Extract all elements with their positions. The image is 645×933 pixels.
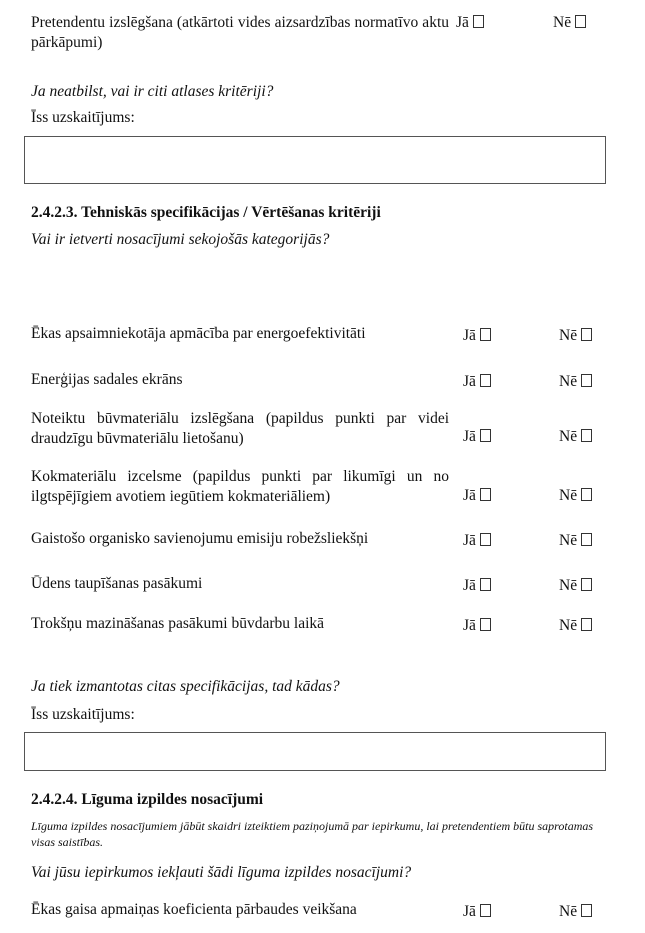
checkbox-icon[interactable]	[480, 429, 491, 442]
section-heading-contract-conditions: 2.4.2.4. Līguma izpildes nosacījumi	[31, 791, 264, 808]
no-label: Nē	[559, 617, 578, 634]
specs-summary-label: Īss uzskaitījums:	[31, 706, 135, 723]
yes-label: Jā	[463, 532, 476, 549]
categories-question: Vai ir ietverti nosacījumi sekojošās kategorijās?	[31, 231, 330, 248]
no-label: Nē	[559, 428, 578, 445]
criterion-yes-option[interactable]	[463, 326, 491, 346]
criterion-yes-option[interactable]	[463, 531, 491, 551]
no-label: Nē	[559, 373, 578, 390]
yes-label: Jā	[463, 577, 476, 594]
checkbox-icon[interactable]	[581, 618, 592, 631]
criterion-no-option[interactable]	[559, 372, 592, 392]
checkbox-icon[interactable]	[581, 374, 592, 387]
criterion-label: Kokmateriālu izcelsme (papildus punkti par likumīgi un no ilgtspējīgiem avotiem iegūtiem kokmateriāliem)	[31, 468, 449, 506]
criterion-no-option[interactable]	[559, 616, 592, 636]
criterion-label: Ēkas apsaimniekotāja apmācība par energoefektivitāti	[31, 325, 366, 342]
checkbox-icon[interactable]	[581, 429, 592, 442]
criterion-no-option[interactable]	[559, 576, 592, 596]
no-label: Nē	[559, 327, 578, 344]
criterion-no-option[interactable]	[559, 427, 592, 447]
checkbox-icon[interactable]	[581, 904, 592, 917]
checkbox-icon[interactable]	[575, 15, 586, 28]
criterion-no-option[interactable]	[559, 326, 592, 346]
checkbox-icon[interactable]	[480, 533, 491, 546]
no-label: Nē	[559, 903, 578, 920]
checkbox-icon[interactable]	[480, 578, 491, 591]
checkbox-icon[interactable]	[480, 374, 491, 387]
exclusion-yes-option[interactable]	[456, 13, 484, 33]
criterion-yes-option[interactable]	[463, 576, 491, 596]
selection-summary-label: Īss uzskaitījums:	[31, 109, 135, 126]
checkbox-icon[interactable]	[581, 328, 592, 341]
criterion-yes-option[interactable]	[463, 486, 491, 506]
checkbox-icon[interactable]	[581, 488, 592, 501]
checkbox-icon[interactable]	[480, 618, 491, 631]
exclusion-no-option[interactable]	[553, 13, 586, 33]
criterion-yes-option[interactable]	[463, 372, 491, 392]
specs-summary-field[interactable]	[24, 732, 606, 771]
exclusion-criterion-label: Pretendentu izslēgšana (atkārtoti vides aizsardzības normatīvo aktu pārkāpumi)	[31, 14, 449, 52]
yes-label: Jā	[463, 617, 476, 634]
criterion-yes-option[interactable]	[463, 427, 491, 447]
yes-label: Jā	[463, 428, 476, 445]
criterion-yes-option[interactable]	[463, 616, 491, 636]
criterion-label: Noteiktu būvmateriālu izslēgšana (papildus punkti par videi draudzīgu būvmateriālu lietošanu)	[31, 410, 449, 448]
yes-label: Jā	[463, 373, 476, 390]
checkbox-icon[interactable]	[473, 15, 484, 28]
yes-label: Jā	[463, 487, 476, 504]
exclusion-no-label: Nē	[553, 14, 572, 31]
no-label: Nē	[559, 577, 578, 594]
other-specs-question: Ja tiek izmantotas citas specifikācijas, tad kādas?	[31, 678, 340, 695]
criterion-yes-option[interactable]	[463, 902, 491, 922]
criterion-label: Gaistošo organisko savienojumu emisiju robežsliekšņi	[31, 530, 369, 547]
exclusion-yes-label: Jā	[456, 14, 469, 31]
checkbox-icon[interactable]	[581, 578, 592, 591]
criterion-label: Ūdens taupīšanas pasākumi	[31, 575, 203, 592]
criterion-no-option[interactable]	[559, 486, 592, 506]
checkbox-icon[interactable]	[480, 328, 491, 341]
no-label: Nē	[559, 487, 578, 504]
yes-label: Jā	[463, 903, 476, 920]
criterion-no-option[interactable]	[559, 531, 592, 551]
section-heading-technical-specs: 2.4.2.3. Tehniskās specifikācijas / Vērtēšanas kritēriji	[31, 204, 381, 221]
selection-criteria-question: Ja neatbilst, vai ir citi atlases kritēriji?	[31, 83, 274, 100]
checkbox-icon[interactable]	[581, 533, 592, 546]
checkbox-icon[interactable]	[480, 904, 491, 917]
yes-label: Jā	[463, 327, 476, 344]
criterion-no-option[interactable]	[559, 902, 592, 922]
criterion-label: Trokšņu mazināšanas pasākumi būvdarbu laikā	[31, 615, 325, 632]
contract-conditions-note: Līguma izpildes nosacījumiem jābūt skaidri izteiktiem paziņojumā par iepirkumu, lai pretendentiem būtu saprotamas visas saistības.	[31, 819, 594, 850]
selection-summary-field[interactable]	[24, 136, 606, 184]
criterion-label: Enerģijas sadales ekrāns	[31, 371, 183, 388]
no-label: Nē	[559, 532, 578, 549]
checkbox-icon[interactable]	[480, 488, 491, 501]
criterion-label: Ēkas gaisa apmaiņas koeficienta pārbaudes veikšana	[31, 901, 357, 918]
contract-conditions-question: Vai jūsu iepirkumos iekļauti šādi līguma izpildes nosacījumi?	[31, 864, 412, 881]
